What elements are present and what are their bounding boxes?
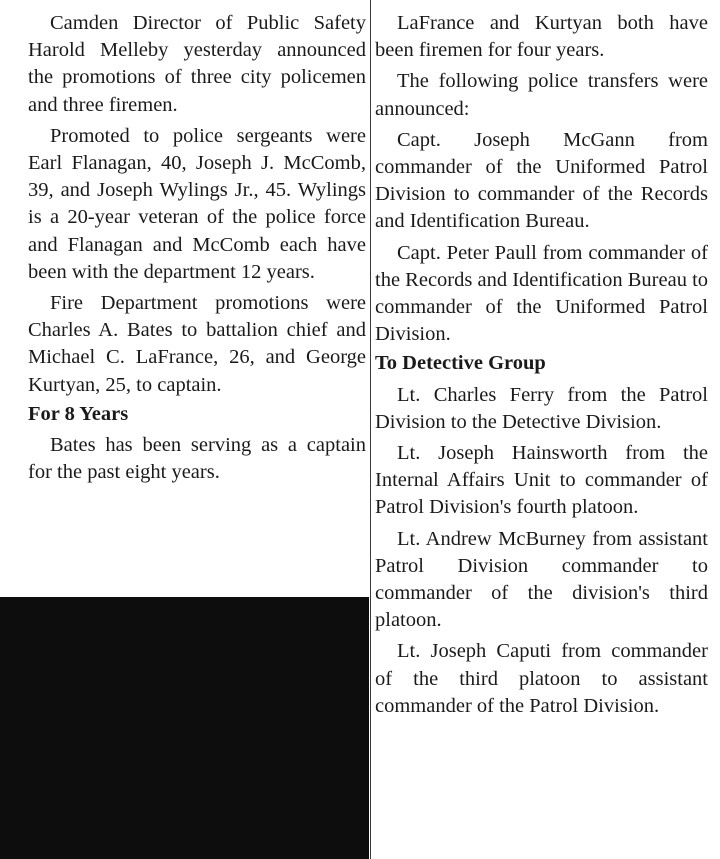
paragraph-fire-promotions: Fire Department promotions were Charles A. Bates to battalion chief and Michael C. LaFrance, 26, and George Kurtyan, 25, to captain.: [28, 292, 366, 396]
paragraph-hainsworth: Lt. Joseph Hainsworth from the Internal Affairs Unit to commander of Patrol Division's fourth platoon.: [375, 442, 708, 519]
blank-black-area: [0, 597, 369, 859]
paragraph-intro: Camden Director of Public Safety Harold Melleby yesterday announced the promotions of three city policemen and three firemen.: [28, 12, 366, 116]
article-left-column: [28, 0, 366, 486]
paragraph-mcgann: Capt. Joseph McGann from commander of the Uniformed Patrol Division to commander of the Records and Identification Bureau.: [375, 128, 708, 233]
paragraph-transfers-intro: The following police transfers were announced:: [375, 70, 708, 120]
subheading-for-8-years: For 8 Years: [28, 402, 129, 425]
paragraph-mcburney: Lt. Andrew McBurney from assistant Patrol Division commander to commander of the division's third platoon.: [375, 527, 708, 632]
article-right-column: [375, 0, 708, 720]
column-divider: [370, 0, 371, 859]
subheading-to-detective-group: To Detective Group: [375, 352, 546, 375]
paragraph-caputi: Lt. Joseph Caputi from commander of the third platoon to assistant commander of the Patrol Division.: [375, 640, 708, 717]
paragraph-firemen-years: LaFrance and Kurtyan both have been firemen for four years.: [375, 12, 708, 62]
paragraph-paull: Capt. Peter Paull from commander of the Records and Identification Bureau to commander of the Uniformed Patrol Division.: [375, 241, 709, 346]
paragraph-bates: Bates has been serving as a captain for the past eight years.: [28, 434, 366, 484]
paragraph-ferry: Lt. Charles Ferry from the Patrol Division to the Detective Division.: [375, 383, 708, 433]
paragraph-police-promotions: Promoted to police sergeants were Earl Flanagan, 40, Joseph J. McComb, 39, and Joseph Wylings Jr., 45. Wylings is a 20-year veteran of the police force and Flanagan and McComb each have been with the department 12 years.: [28, 124, 366, 283]
